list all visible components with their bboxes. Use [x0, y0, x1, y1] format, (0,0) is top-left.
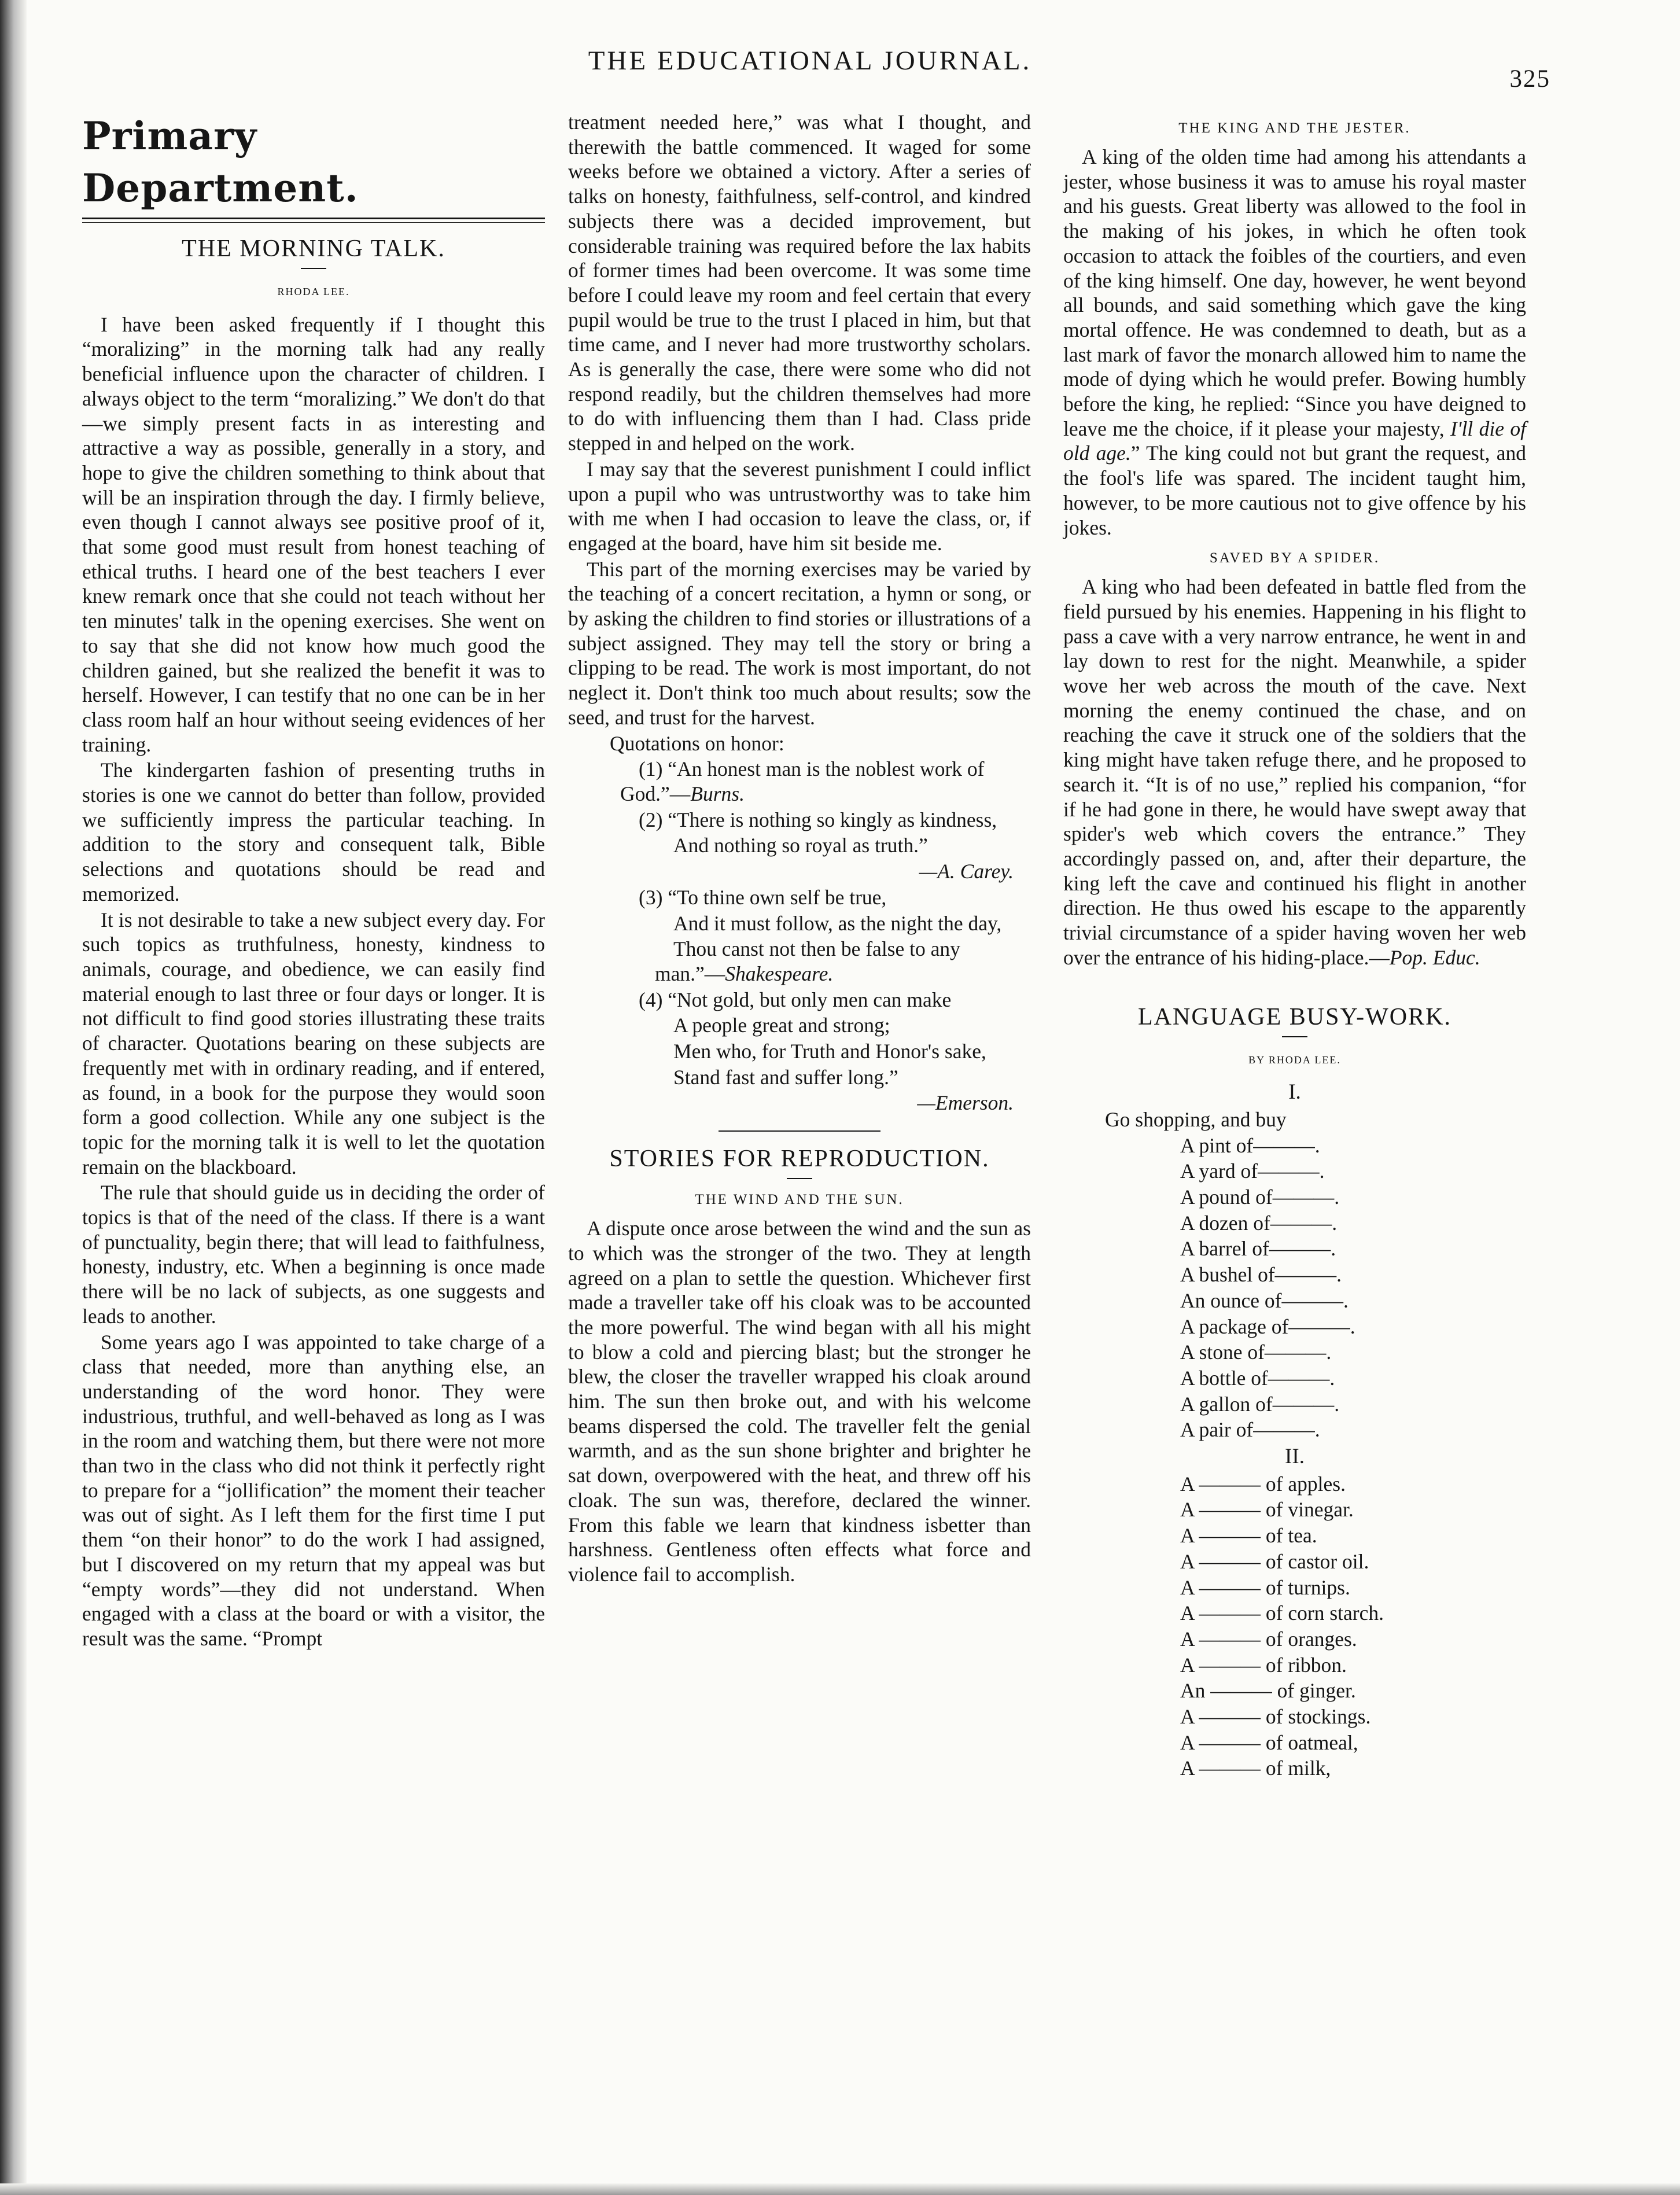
quotation-1-text: (1) “An honest man is the noblest work of God.”—: [620, 757, 985, 805]
busy-work-item: A ——— of castor oil.: [1180, 1549, 1369, 1573]
busy-work-item: A yard of———.: [1180, 1159, 1325, 1183]
page-number: 325: [1509, 65, 1550, 93]
busy-work-item: A ——— of turnips.: [1180, 1575, 1350, 1599]
paragraph-continued: Some years ago I was appointed to take charge of a class that needed, more than anything else, an understanding of the word honor. They were industrious, truthful, and well-behaved as long as I was in the room and watching them, but there were not more than two in the class who did not think it perfectly right to prepare for a “jollification” the moment their teacher was out of sight. As I left them for the first time I put them “on their honor” to do the work I had assigned, but I discovered on my return that my appeal was but “empty words”—they did not understand. When engaged with a class at the board or with a visitor, the result was the same. “Prompt: [82, 1330, 545, 1650]
quotation-2-attribution: —A. Carey.: [919, 860, 1014, 883]
article-title-stories: STORIES FOR REPRODUCTION.: [609, 1146, 990, 1173]
article-title-morning-talk: THE MORNING TALK.: [182, 235, 445, 262]
quotation-2-line-2: And nothing so royal as truth.”: [673, 834, 928, 857]
quotations-intro: Quotations on honor:: [610, 731, 784, 755]
journal-title: THE EDUCATIONAL JOURNAL.: [588, 46, 1032, 76]
byline-busy-work: BY RHODA LEE.: [1248, 1054, 1341, 1066]
paragraph-wind-and-sun: A dispute once arose between the wind and the sun as to which was the stronger of the two. They at length agreed on a plan to settle the question. Whichever first made a traveller take off his cloak was to be accounted the more powerful. The wind began with all his might to blow a cold and piercing blast; but the stronger he blew, the closer the traveller wrapped his cloak around him. The sun then broke out, and with his welcome beams dispersed the cold. The traveller felt the genial warmth, and as the sun shone brighter and brighter he sat down, overpowered with the heat, and threw off his cloak. The sun was, therefore, declared the winner. From this fable we learn that kindness isbetter than harshness. Gentleness often effects what force and violence fail to accomplish.: [568, 1217, 1031, 1586]
column-middle: [568, 110, 1031, 1588]
spider-source: Pop. Educ.: [1389, 945, 1480, 969]
paragraph: I have been asked frequently if I thought this “moralizing” in the morning talk had any really beneficial influence upon the character of children. I always object to the term “moralizing.” We don't do that—we simply present facts in as interesting and attractive a way as possible, generally in a story, and hope to give the children something to think about that will be an inspiration through the day. I firmly believe, even though I cannot always see positive proof of it, that some good must result from honest teaching of ethical truths. I heard one of the best teachers I ever knew remark once that she could not teach without her ten minutes' talk in the opening exercises. She went on to say that she did not know how much good the children gained, but she realized the benefit it was to herself. However, I can testify that no one can be in her class room half an hour without seeing evidences of her training.: [82, 312, 545, 756]
busy-work-item: An ——— of ginger.: [1180, 1679, 1356, 1703]
quotation-1: [568, 757, 1031, 806]
subhead-king-and-jester: THE KING AND THE JESTER.: [1178, 120, 1411, 136]
busy-work-item: A ——— of vinegar.: [1180, 1498, 1354, 1522]
busy-work-item: A ——— of tea.: [1180, 1524, 1317, 1548]
quotation-4-line-1: (4) “Not gold, but only men can make: [639, 988, 952, 1011]
subhead-wind-and-sun: THE WIND AND THE SUN.: [695, 1192, 904, 1208]
king-jester-quote: I'll die of old age.: [1063, 417, 1526, 465]
busy-work-item: A ——— of corn starch.: [1180, 1601, 1384, 1625]
busy-work-item: A ——— of milk,: [1180, 1756, 1331, 1780]
subhead-saved-by-spider: SAVED BY A SPIDER.: [1209, 550, 1380, 566]
busy-work-item: A pound of———.: [1180, 1185, 1340, 1209]
page-bottom-edge: [0, 2183, 1680, 2195]
king-jester-text-end: ” The king could not but grant the request, and the fool's life was spared. The incident taught him, however, to be more cautious not to give offence by his jokes.: [1063, 441, 1526, 539]
department-title: Primary Department.: [82, 113, 359, 211]
article-title-busy-work: LANGUAGE BUSY-WORK.: [1138, 1003, 1451, 1030]
paragraph: The rule that should guide us in deciding the order of topics is that of the need of the class. If there is a want of punctuality, begin there; that will lead to faithfulness, honesty, industry, etc. When a beginning is once made there will be no lack of subjects, as one suggests and leads to another.: [82, 1181, 545, 1328]
busy-work-item: An ounce of———.: [1180, 1288, 1349, 1312]
busy-work-item: A ——— of stockings.: [1180, 1705, 1371, 1729]
part-1-lead: Go shopping, and buy: [1105, 1107, 1287, 1131]
quotation-4-line-4: Stand fast and suffer long.”: [673, 1065, 898, 1089]
quotation-3-line-2: And it must follow, as the night the day,: [673, 911, 1002, 935]
busy-work-item: A barrel of———.: [1180, 1237, 1336, 1261]
binding-shadow: [0, 0, 27, 2195]
king-jester-text: A king of the olden time had among his attendants a jester, whose business it was to amuse his royal master and his guests. Great liberty was allowed to the fool in the making of his jokes, in which he often took occasion to attack the foibles of the courtiers, and even of the king himself. One day, however, he went beyond all bounds, and said something which gave the king mortal offence. He was condemned to death, but as a last mark of favor the monarch allowed him to name the mode of dying which he would prefer. Bowing humbly before the king, he replied: “Since you have deigned to leave me the choice, if it please your majesty,: [1063, 145, 1526, 440]
column-left: [82, 110, 545, 1652]
paragraph-saved-by-spider: [1063, 574, 1526, 970]
busy-work-item: A package of———.: [1180, 1314, 1355, 1338]
busy-work-item: A dozen of———.: [1180, 1211, 1338, 1235]
quotation-2-line-1: (2) “There is nothing so kingly as kindness,: [639, 808, 997, 831]
title-dash: [301, 268, 326, 269]
busy-work-item: A ——— of ribbon.: [1180, 1653, 1347, 1677]
busy-work-item: A ——— of oatmeal,: [1180, 1730, 1358, 1754]
paragraph: It is not desirable to take a new subject every day. For such topics as truthfulness, honesty, kindness to animals, courage, and obedience, we can easily find material enough to last three or four days or longer. It is not difficult to find good stories illustrating these traits of character. Quotations bearing on these subjects are frequently met with in ordinary reading, and if entered, as found, in a book for the purpose they would soon form a good collection. While any one subject is the topic for the morning talk it is well to let the quotation remain on the blackboard.: [82, 908, 545, 1178]
busy-work-item: A ——— of oranges.: [1180, 1627, 1357, 1651]
section-rule: [719, 1130, 880, 1132]
paragraph: The kindergarten fashion of presenting truths in stories is one we cannot do better than follow, provided we sufficiently impress the particular teaching. In addition to the story and consequent talk, Bible selections and quotations should be read and memorized.: [82, 758, 545, 905]
page-header: [81, 45, 1550, 93]
quotation-3-attribution: Shakespeare.: [725, 962, 834, 985]
part-1-list: [1063, 1133, 1526, 1442]
part-2-numeral: II.: [1285, 1445, 1305, 1469]
quotation-3-line-3-text: Thou canst not then be false to any man.”—: [655, 937, 960, 985]
quotation-4-line-2: A people great and strong;: [673, 1014, 890, 1037]
busy-work-item: A pair of———.: [1180, 1418, 1320, 1442]
part-1-numeral: I.: [1288, 1080, 1301, 1104]
quotation-4-line-3: Men who, for Truth and Honor's sake,: [673, 1040, 986, 1063]
busy-work-item: A bottle of———.: [1180, 1366, 1335, 1390]
spider-text: A king who had been defeated in battle fled from the field pursued by his enemies. Happening in his flight to pass a cave with a very narrow entrance, he went in and lay down to rest for the night. Meanwhile, a spider wove her web across the mouth of the cave. Next morning the enemy continued the chase, and on reaching the cave it struck one of the soldiers that the king might have taken refuge there, and he proposed to search it. “It is of no use,” replied his companion, “for if he had gone in there, he would have swept away that spider's web which covers the entrance.” They accordingly passed on, and, after their departure, the king left the cave and continued his flight in another direction. He thus owed his escape to the apparently trivial circumstance of a spider having woven her web over the entrance of his hiding-place.—: [1063, 575, 1526, 969]
quotation-3-line-3: [568, 937, 1031, 986]
title-rule: [82, 218, 545, 223]
paragraph: I may say that the severest punishment I could inflict upon a pupil who was untrustworthy was to take him with me when I had occasion to leave the class, or, if engaged at the board, have him sit beside me.: [568, 457, 1031, 555]
paragraph-continuation: treatment needed here,” was what I thought, and therewith the battle commenced. It waged for some weeks before we obtained a victory. After a series of talks on honesty, faithfulness, self-control, and kindred subjects there was a decided improvement, but considerable training was required before the lax habits of former times had been overcome. It was some time before I could leave my room and feel certain that every pupil would be true to the trust I placed in him, but that time came, and I never had more trustworthy scholars. As is generally the case, there were some who did not respond readily, but the children themselves had more to do with influencing them than I had. Class pride stepped in and helped on the work.: [568, 111, 1031, 455]
quotation-4-attribution: —Emerson.: [917, 1091, 1014, 1115]
part-2-list: [1063, 1472, 1526, 1781]
busy-work-item: A gallon of———.: [1180, 1392, 1340, 1416]
column-right: [1063, 110, 1526, 1782]
quotation-3-line-1: (3) “To thine own self be true,: [639, 885, 887, 909]
busy-work-item: A stone of———.: [1180, 1340, 1332, 1364]
busy-work-item: A ——— of apples.: [1180, 1472, 1346, 1496]
paragraph-king-and-jester: [1063, 145, 1526, 540]
byline-morning-talk: RHODA LEE.: [277, 286, 350, 297]
busy-work-item: A pint of———.: [1180, 1133, 1320, 1157]
title-dash: [1282, 1036, 1307, 1037]
paragraph: This part of the morning exercises may be varied by the teaching of a concert recitation, a hymn or song, or by asking the children to find stories or illustrations of a subject assigned. They may tell the story or bring a clipping to be read. The work is most important, do not neglect it. Don't think too much about results; sow the seed, and trust for the harvest.: [568, 557, 1031, 729]
busy-work-item: A bushel of———.: [1180, 1263, 1342, 1287]
quotation-1-attribution: Burns.: [690, 782, 745, 805]
title-dash: [787, 1178, 812, 1179]
